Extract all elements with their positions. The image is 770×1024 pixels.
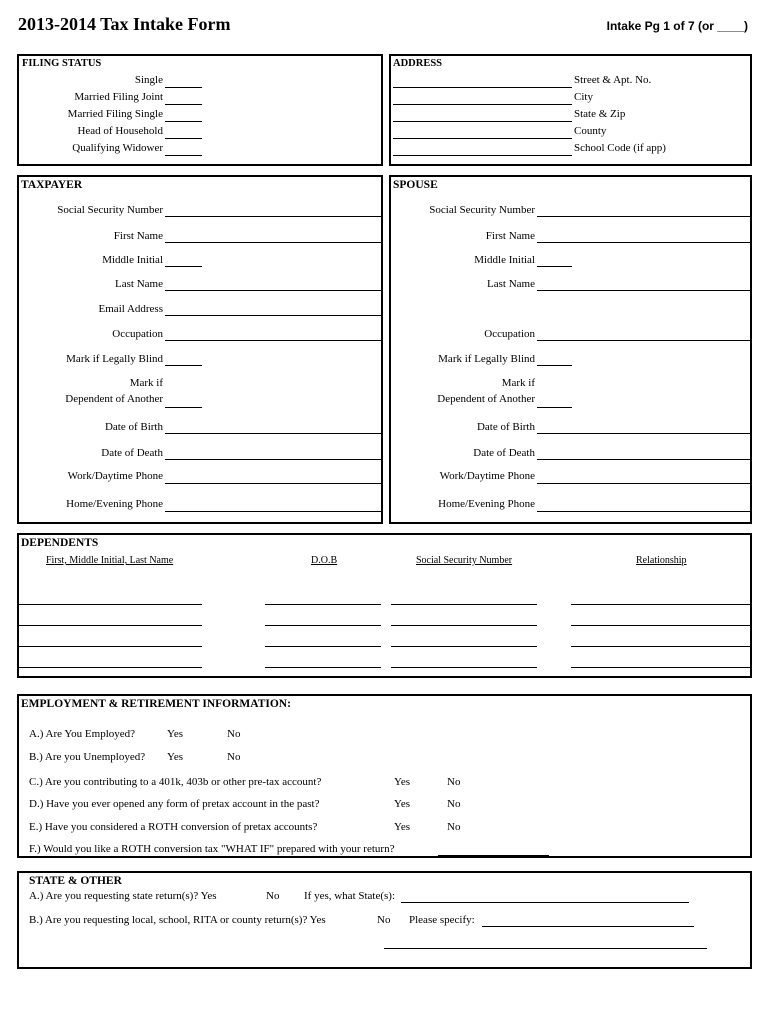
dep-row2-ssn[interactable] — [391, 625, 537, 626]
filing-option-mfj: Married Filing Joint — [74, 91, 163, 103]
address-box — [389, 54, 752, 166]
emp-a-no[interactable]: No — [227, 728, 241, 740]
county-label: County — [574, 125, 607, 137]
tp-ssn-field[interactable] — [165, 216, 381, 217]
tp-dod-field[interactable] — [165, 459, 381, 460]
emp-f-field[interactable] — [438, 855, 549, 856]
filing-hoh-field[interactable] — [165, 138, 202, 139]
sp-work-phone-field[interactable] — [537, 483, 750, 484]
city-label: City — [574, 91, 593, 103]
emp-a-yes[interactable]: Yes — [167, 728, 184, 740]
dep-row4-ssn[interactable] — [391, 667, 537, 668]
dep-row2-name[interactable] — [19, 625, 202, 626]
sp-dod-field[interactable] — [537, 459, 750, 460]
state-a-no[interactable]: No — [266, 890, 280, 902]
sp-first-name-field[interactable] — [537, 242, 750, 243]
dep-col-dob: D.O.B — [311, 555, 338, 566]
tp-work-phone-field[interactable] — [165, 483, 381, 484]
dep-row1-dob[interactable] — [265, 604, 381, 605]
sp-last-name-field[interactable] — [537, 290, 750, 291]
tp-middle-initial-label: Middle Initial — [102, 254, 163, 266]
state-question-b: B.) Are you requesting local, school, RITA or county return(s)? Yes — [29, 914, 326, 926]
street-field[interactable] — [393, 87, 572, 88]
dependents-heading: DEPENDENTS — [21, 537, 99, 549]
sp-middle-initial-field[interactable] — [537, 266, 572, 267]
dep-row3-name[interactable] — [19, 646, 202, 647]
state-b-followup: Please specify: — [409, 914, 475, 926]
tp-occupation-label: Occupation — [112, 328, 163, 340]
filing-option-mfs: Married Filing Single — [67, 108, 163, 120]
tp-email-field[interactable] — [165, 315, 381, 316]
emp-question-e: E.) Have you considered a ROTH conversion of pretax accounts? — [29, 821, 318, 833]
sp-work-phone-label: Work/Daytime Phone — [439, 470, 535, 482]
dep-row1-name[interactable] — [19, 604, 202, 605]
dep-row3-ssn[interactable] — [391, 646, 537, 647]
tp-home-phone-label: Home/Evening Phone — [66, 498, 163, 510]
tp-dob-field[interactable] — [165, 433, 381, 434]
dep-row1-ssn[interactable] — [391, 604, 537, 605]
filing-status-heading: FILING STATUS — [22, 58, 102, 69]
sp-occupation-field[interactable] — [537, 340, 750, 341]
tp-dependent-field[interactable] — [165, 407, 202, 408]
sp-last-name-label: Last Name — [487, 278, 535, 290]
tp-work-phone-label: Work/Daytime Phone — [67, 470, 163, 482]
tp-email-label: Email Address — [98, 303, 163, 315]
dep-row4-dob[interactable] — [265, 667, 381, 668]
sp-dob-label: Date of Birth — [476, 421, 535, 433]
emp-b-yes[interactable]: Yes — [167, 751, 184, 763]
filing-qw-field[interactable] — [165, 155, 202, 156]
tp-dependent-label-1: Mark if — [129, 377, 163, 389]
emp-c-yes[interactable]: Yes — [394, 776, 411, 788]
street-label: Street & Apt. No. — [574, 74, 652, 86]
tp-dependent-label-2: Dependent of Another — [65, 393, 163, 405]
filing-mfs-field[interactable] — [165, 121, 202, 122]
sp-home-phone-label: Home/Evening Phone — [438, 498, 535, 510]
employment-heading: EMPLOYMENT & RETIREMENT INFORMATION: — [21, 698, 291, 710]
state-other-heading: STATE & OTHER — [29, 875, 122, 887]
city-field[interactable] — [393, 104, 572, 105]
dep-row4-name[interactable] — [19, 667, 202, 668]
sp-blind-field[interactable] — [537, 365, 572, 366]
dep-col-relationship: Relationship — [636, 555, 687, 566]
address-heading: ADDRESS — [393, 58, 443, 69]
state-b-field[interactable] — [482, 926, 694, 927]
emp-question-d: D.) Have you ever opened any form of pretax account in the past? — [29, 798, 320, 810]
filing-mfj-field[interactable] — [165, 104, 202, 105]
filing-option-hoh: Head of Household — [77, 125, 163, 137]
tp-blind-field[interactable] — [165, 365, 202, 366]
tp-middle-initial-field[interactable] — [165, 266, 202, 267]
emp-question-c: C.) Are you contributing to a 401k, 403b or other pre-tax account? — [29, 776, 322, 788]
sp-dod-label: Date of Death — [473, 447, 535, 459]
tp-dod-label: Date of Death — [101, 447, 163, 459]
county-field[interactable] — [393, 138, 572, 139]
emp-e-no[interactable]: No — [447, 821, 461, 833]
dep-row1-relationship[interactable] — [571, 604, 750, 605]
dep-row4-relationship[interactable] — [571, 667, 750, 668]
spouse-heading: SPOUSE — [393, 179, 438, 191]
emp-question-f: F.) Would you like a ROTH conversion tax "WHAT IF" prepared with your return? — [29, 843, 395, 855]
tp-dob-label: Date of Birth — [104, 421, 163, 433]
form-title: 2013-2014 Tax Intake Form — [18, 14, 231, 34]
tp-first-name-label: First Name — [113, 230, 163, 242]
dep-row3-relationship[interactable] — [571, 646, 750, 647]
state-a-followup: If yes, what State(s): — [304, 890, 396, 902]
school-code-field[interactable] — [393, 155, 572, 156]
emp-c-no[interactable]: No — [447, 776, 461, 788]
sp-ssn-label: Social Security Number — [429, 204, 535, 216]
page-indicator: Intake Pg 1 of 7 (or ____) — [606, 19, 748, 33]
sp-dependent-label-2: Dependent of Another — [437, 393, 535, 405]
filing-option-single: Single — [134, 74, 163, 86]
dep-row2-dob[interactable] — [265, 625, 381, 626]
dep-row3-dob[interactable] — [265, 646, 381, 647]
tp-last-name-label: Last Name — [115, 278, 163, 290]
emp-question-a: A.) Are You Employed? — [29, 728, 136, 740]
tp-last-name-field[interactable] — [165, 290, 381, 291]
state-zip-field[interactable] — [393, 121, 572, 122]
tp-occupation-field[interactable] — [165, 340, 381, 341]
sp-dependent-field[interactable] — [537, 407, 572, 408]
state-b-field-extra[interactable] — [384, 948, 707, 949]
dep-col-ssn: Social Security Number — [416, 555, 513, 566]
tp-blind-label: Mark if Legally Blind — [66, 353, 163, 365]
filing-single-field[interactable] — [165, 87, 202, 88]
sp-blind-label: Mark if Legally Blind — [438, 353, 535, 365]
dep-row2-relationship[interactable] — [571, 625, 750, 626]
tp-ssn-label: Social Security Number — [57, 204, 163, 216]
emp-b-no[interactable]: No — [227, 751, 241, 763]
sp-home-phone-field[interactable] — [537, 511, 750, 512]
state-zip-label: State & Zip — [574, 108, 626, 120]
dep-col-name: First, Middle Initial, Last Name — [46, 555, 174, 566]
tp-home-phone-field[interactable] — [165, 511, 381, 512]
sp-dependent-label-1: Mark if — [501, 377, 535, 389]
tp-first-name-field[interactable] — [165, 242, 381, 243]
sp-middle-initial-label: Middle Initial — [474, 254, 535, 266]
taxpayer-heading: TAXPAYER — [21, 179, 83, 191]
emp-question-b: B.) Are you Unemployed? — [29, 751, 146, 763]
filing-option-qw: Qualifying Widower — [72, 142, 163, 154]
emp-d-yes[interactable]: Yes — [394, 798, 411, 810]
school-code-label: School Code (if app) — [574, 142, 666, 154]
emp-e-yes[interactable]: Yes — [394, 821, 411, 833]
state-b-no[interactable]: No — [377, 914, 391, 926]
sp-dob-field[interactable] — [537, 433, 750, 434]
state-a-field[interactable] — [401, 902, 689, 903]
emp-d-no[interactable]: No — [447, 798, 461, 810]
sp-occupation-label: Occupation — [484, 328, 535, 340]
sp-ssn-field[interactable] — [537, 216, 750, 217]
state-question-a: A.) Are you requesting state return(s)? Yes — [29, 890, 217, 902]
sp-first-name-label: First Name — [485, 230, 535, 242]
